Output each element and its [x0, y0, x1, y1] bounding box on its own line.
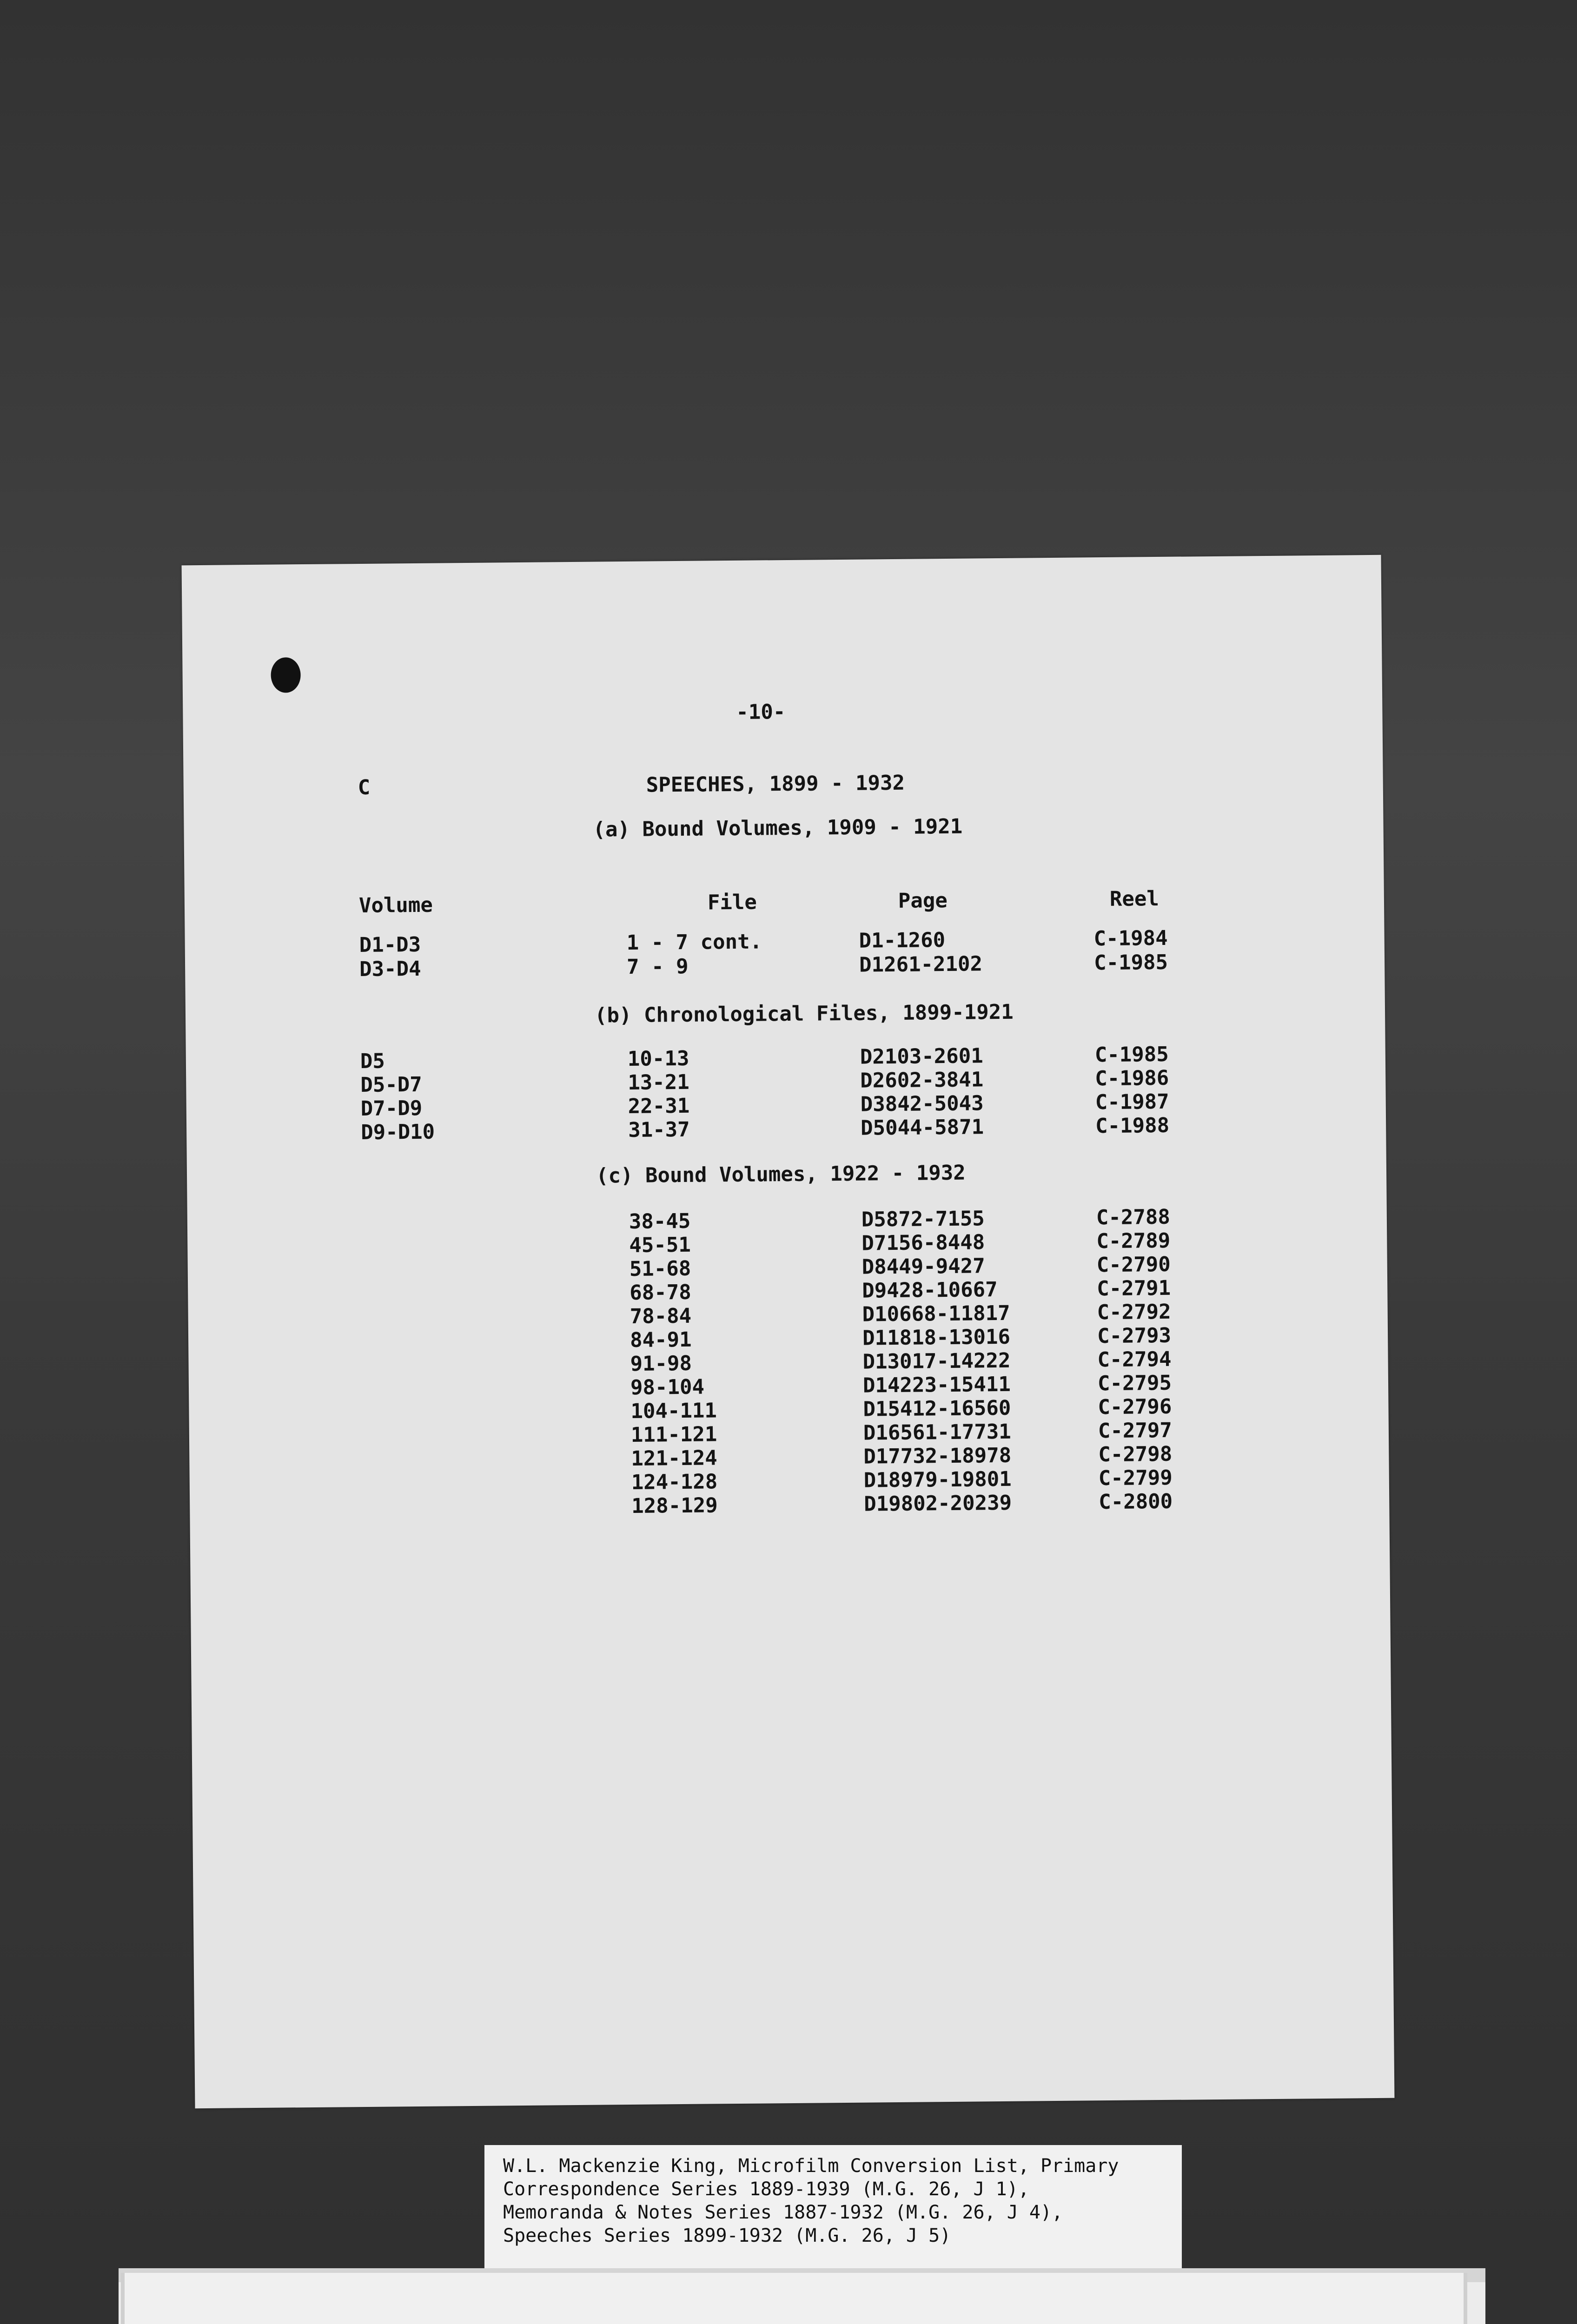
microfilm-caption: [484, 2145, 1182, 2271]
cell-file: 128-129: [631, 1493, 718, 1518]
cell-file: 13-21: [628, 1070, 689, 1095]
cell-reel: C-2793: [1097, 1323, 1172, 1348]
cell-file: 121-124: [631, 1446, 718, 1471]
cell-reel: C-2796: [1098, 1394, 1172, 1419]
cell-file: 124-128: [631, 1470, 718, 1494]
cell-file: 98-104: [630, 1375, 705, 1400]
caption-line: Correspondence Series 1889-1939 (M.G. 26, J 1),: [503, 2179, 1029, 2200]
header-volume: Volume: [358, 893, 433, 918]
cell-file: 38-45: [629, 1209, 691, 1234]
cell-page: D16561-17731: [863, 1419, 1012, 1445]
cell-page: D1-1260: [859, 928, 946, 953]
cell-reel: C-2799: [1098, 1466, 1173, 1491]
cell-page: D7156-8448: [861, 1230, 985, 1255]
cell-volume: D5-D7: [360, 1072, 423, 1097]
document-title: SPEECHES, 1899 - 1932: [646, 771, 905, 797]
cell-file: 104-111: [630, 1399, 717, 1423]
header-file: File: [707, 890, 757, 915]
cell-reel: C-2794: [1097, 1347, 1172, 1372]
cell-file: 91-98: [630, 1351, 692, 1376]
cell-page: D10668-11817: [862, 1301, 1010, 1327]
cell-reel: C-2792: [1097, 1300, 1171, 1325]
cell-file: 84-91: [629, 1327, 692, 1352]
cell-page: D15412-16560: [863, 1396, 1011, 1421]
cell-volume: D1-D3: [359, 932, 421, 957]
cell-volume: D5: [360, 1049, 385, 1074]
cell-page: D11818-13016: [862, 1325, 1011, 1350]
cell-page: D18979-19801: [863, 1467, 1012, 1492]
cell-file: 1 - 7 cont.: [626, 930, 762, 955]
punch-hole: [271, 657, 301, 693]
cell-reel: C-2790: [1096, 1252, 1171, 1277]
header-reel: Reel: [1109, 887, 1160, 911]
cell-reel: C-1985: [1094, 1042, 1169, 1067]
cell-page: D19802-20239: [864, 1491, 1012, 1516]
header-page: Page: [898, 888, 948, 913]
cell-page: D2602-3841: [860, 1068, 984, 1093]
cell-file: 51-68: [629, 1256, 691, 1281]
cell-page: D17732-18978: [863, 1443, 1012, 1469]
cell-reel: C-2800: [1099, 1489, 1173, 1514]
cell-reel: C-1988: [1095, 1113, 1170, 1138]
cell-reel: C-2795: [1097, 1371, 1172, 1396]
cell-file: 78-84: [629, 1304, 692, 1328]
cell-file: 68-78: [629, 1280, 691, 1305]
cell-page: D13017-14222: [862, 1348, 1011, 1374]
cell-file: 22-31: [628, 1094, 690, 1118]
cell-reel: C-2791: [1096, 1276, 1171, 1301]
cell-reel: C-2788: [1096, 1205, 1171, 1230]
document-sheet: [182, 555, 1395, 2108]
cell-file: 45-51: [629, 1233, 691, 1257]
cell-file: 10-13: [627, 1046, 689, 1071]
caption-line: W.L. Mackenzie King, Microfilm Conversion List, Primary: [503, 2155, 1119, 2177]
series-letter: C: [358, 775, 371, 800]
cell-page: D8449-9427: [861, 1254, 985, 1279]
cell-reel: C-1987: [1095, 1089, 1169, 1115]
section-b-heading: (b) Chronological Files, 1899-1921: [594, 1000, 1014, 1028]
cell-page: D1261-2102: [859, 952, 983, 977]
cell-reel: C-1986: [1095, 1066, 1169, 1091]
cell-page: D9428-10667: [862, 1278, 998, 1303]
cell-reel: C-1985: [1093, 950, 1168, 975]
caption-line: Speeches Series 1899-1932 (M.G. 26, J 5): [503, 2225, 951, 2246]
cell-page: D3842-5043: [860, 1091, 984, 1116]
cell-volume: D7-D9: [360, 1096, 423, 1121]
cell-reel: C-2797: [1098, 1418, 1173, 1443]
section-a-heading: (a) Bound Volumes, 1909 - 1921: [593, 814, 963, 842]
cell-page: D2103-2601: [860, 1044, 983, 1069]
cell-page: D14223-15411: [862, 1372, 1011, 1398]
cell-volume: D3-D4: [359, 957, 421, 982]
cell-volume: D9-D10: [361, 1120, 435, 1145]
cell-file: 7 - 9: [626, 954, 689, 979]
page-number: -10-: [736, 700, 786, 724]
cell-reel: C-2798: [1098, 1442, 1173, 1467]
archives-card: [121, 2273, 1467, 2324]
cell-reel: C-2789: [1096, 1228, 1171, 1254]
section-c-heading: (c) Bound Volumes, 1922 - 1932: [596, 1161, 966, 1188]
caption-line: Memoranda & Notes Series 1887-1932 (M.G. 26, J 4),: [503, 2202, 1063, 2223]
cell-file: 111-121: [630, 1422, 717, 1447]
cell-file: 31-37: [628, 1117, 690, 1142]
cell-reel: C-1984: [1093, 926, 1168, 951]
cell-page: D5044-5871: [860, 1115, 984, 1140]
column-headers: [185, 885, 1384, 919]
cell-page: D5872-7155: [861, 1207, 985, 1232]
